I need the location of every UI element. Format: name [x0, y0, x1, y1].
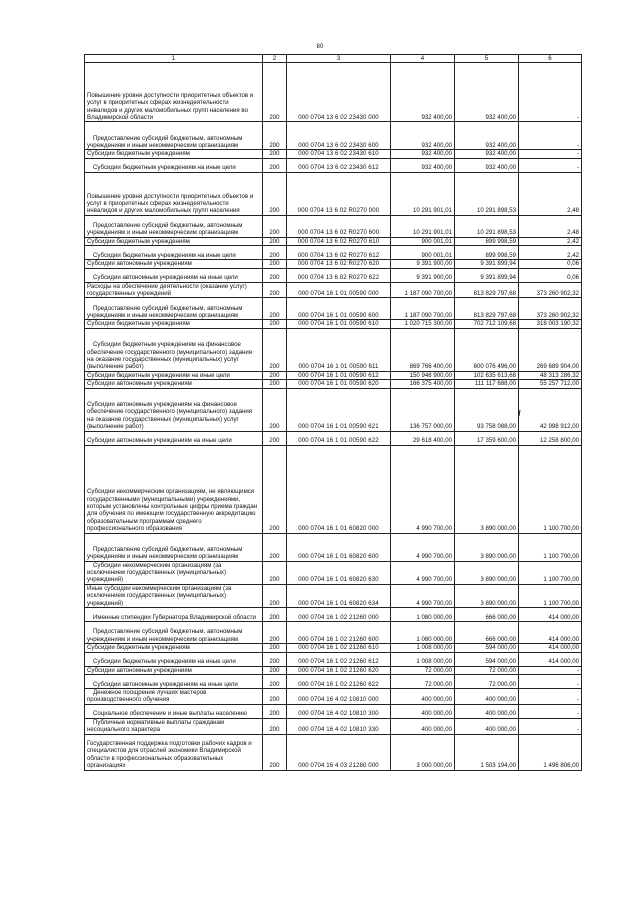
row-planned-cell: 932 400,00 — [391, 150, 455, 158]
row-name-cell: Субсидии бюджетным учреждениям — [85, 320, 263, 328]
row-name-cell: Повышение уровня доступности приоритетных объектов и услуг в приоритетных сферах жизнедеятельности инвалидов и других маломобильных групп населения во Владимирской области — [85, 63, 263, 122]
row-org-cell: 200 — [263, 282, 287, 298]
table-row — [85, 688, 582, 704]
table-row — [85, 122, 582, 150]
row-executed-cell: 3 890 000,00 — [455, 445, 519, 533]
row-executed-cell: 72 000,00 — [455, 666, 519, 674]
row-name-cell: Денежное поощрение лучших мастеров производственного обучения — [85, 688, 263, 704]
row-name-cell: Субсидии бюджетным учреждениям — [85, 644, 263, 652]
row-code-cell: 000 0704 16 1 01 60820 600 — [287, 533, 391, 561]
row-remainder-cell: 2,48 — [519, 172, 582, 215]
row-name-cell: Субсидии бюджетным учреждениям — [85, 150, 263, 158]
row-org-cell: 200 — [263, 561, 287, 584]
row-code-cell: 000 0704 16 4 03 21280 000 — [287, 734, 391, 770]
row-name-cell: Субсидии автономным учреждениям на иные цели — [85, 431, 263, 445]
row-planned-cell: 869 766 400,00 — [391, 328, 455, 371]
table-row — [85, 63, 582, 122]
row-executed-cell: 702 712 109,68 — [455, 320, 519, 328]
table-row — [85, 388, 582, 431]
row-org-cell: 200 — [263, 431, 287, 445]
row-planned-cell: 1 187 090 700,00 — [391, 282, 455, 298]
column-header: 5 — [455, 55, 519, 63]
row-remainder-cell: 12 258 800,00 — [519, 431, 582, 445]
row-planned-cell: 72 000,00 — [391, 666, 455, 674]
row-code-cell: 000 0704 16 1 01 60820 634 — [287, 584, 391, 607]
row-org-cell: 200 — [263, 328, 287, 371]
row-code-cell: 000 0704 13 6 02 23430 600 — [287, 122, 391, 150]
table-row — [85, 674, 582, 688]
column-header: 2 — [263, 55, 287, 63]
table-row — [85, 652, 582, 666]
table-row — [85, 533, 582, 561]
row-remainder-cell: - — [519, 674, 582, 688]
row-org-cell: 200 — [263, 380, 287, 388]
budget-execution-table — [84, 54, 582, 771]
row-executed-cell: 666 000,00 — [455, 608, 519, 622]
row-code-cell: 000 0704 13 6 02 R0270 612 — [287, 246, 391, 260]
row-code-cell: 000 0704 16 4 02 10810 000 — [287, 688, 391, 704]
row-planned-cell: 932 400,00 — [391, 122, 455, 150]
row-code-cell: 000 0704 16 1 01 60820 000 — [287, 445, 391, 533]
table-row — [85, 622, 582, 644]
row-remainder-cell: 42 998 912,00 — [519, 388, 582, 431]
column-header: 3 — [287, 55, 391, 63]
row-name-cell: Публичные нормативные выплаты гражданам несоциального характера — [85, 718, 263, 734]
row-remainder-cell: - — [519, 666, 582, 674]
row-remainder-cell: - — [519, 718, 582, 734]
row-name-cell: Субсидии автономным учреждениям на иные цели — [85, 268, 263, 282]
row-planned-cell: 9 391 900,00 — [391, 268, 455, 282]
row-planned-cell: 150 948 900,00 — [391, 371, 455, 379]
row-code-cell: 000 0704 13 6 02 R0270 000 — [287, 172, 391, 215]
row-code-cell: 000 0704 16 4 02 10810 300 — [287, 704, 391, 718]
table-row — [85, 328, 582, 371]
row-remainder-cell: 414 000,00 — [519, 652, 582, 666]
row-remainder-cell: 414 000,00 — [519, 644, 582, 652]
row-executed-cell: 10 291 898,53 — [455, 172, 519, 215]
row-executed-cell: 1 503 194,00 — [455, 734, 519, 770]
row-remainder-cell: 414 000,00 — [519, 622, 582, 644]
row-executed-cell: 932 400,00 — [455, 63, 519, 122]
row-remainder-cell: 48 313 286,32 — [519, 371, 582, 379]
row-remainder-cell: 2,42 — [519, 237, 582, 245]
row-name-cell: Субсидии бюджетным учреждениям — [85, 237, 263, 245]
table-row — [85, 320, 582, 328]
row-remainder-cell: 373 260 902,32 — [519, 298, 582, 320]
row-name-cell: Субсидии автономным учреждениям — [85, 380, 263, 388]
row-code-cell: 000 0704 16 1 01 00590 611 — [287, 328, 391, 371]
row-code-cell: 000 0704 16 1 02 21260 610 — [287, 644, 391, 652]
table-row — [85, 431, 582, 445]
row-org-cell: 200 — [263, 268, 287, 282]
row-name-cell: Предоставление субсидий бюджетным, автономным учреждениям и иным некоммерческим организациям — [85, 622, 263, 644]
row-code-cell: 000 0704 13 6 02 R0270 622 — [287, 268, 391, 282]
row-org-cell: 200 — [263, 237, 287, 245]
table-row — [85, 268, 582, 282]
row-planned-cell: 72 000,00 — [391, 674, 455, 688]
row-remainder-cell: 1 100 700,00 — [519, 561, 582, 584]
table-row — [85, 718, 582, 734]
table-row — [85, 237, 582, 245]
row-org-cell: 200 — [263, 122, 287, 150]
table-row — [85, 246, 582, 260]
row-executed-cell: 93 758 088,00 — [455, 388, 519, 431]
row-planned-cell: 1 008 000,00 — [391, 652, 455, 666]
row-name-cell: Субсидии некоммерческим организациям, не являющимся государственными (муниципальными) учреждениями, которым установлены контрольные цифры приема граждан для обучения по имеющим государственную аккредитацию образовательным программам среднего профессионального образования — [85, 445, 263, 533]
table-row — [85, 282, 582, 298]
row-name-cell: Субсидии бюджетным учреждениям на иные цели — [85, 371, 263, 379]
page-number: 80 — [316, 44, 324, 50]
row-executed-cell: 111 117 688,00 — [455, 380, 519, 388]
row-name-cell: Субсидии бюджетным учреждениям на иные цели — [85, 652, 263, 666]
table-row — [85, 666, 582, 674]
row-executed-cell: 400 000,00 — [455, 704, 519, 718]
row-org-cell: 200 — [263, 734, 287, 770]
row-org-cell: 200 — [263, 388, 287, 431]
row-org-cell: 200 — [263, 666, 287, 674]
row-remainder-cell: - — [519, 688, 582, 704]
row-executed-cell: 899 998,59 — [455, 246, 519, 260]
row-name-cell: Субсидии бюджетным учреждениям на иные цели — [85, 158, 263, 172]
table-row — [85, 172, 582, 215]
row-planned-cell: 9 391 900,00 — [391, 260, 455, 268]
table-row — [85, 298, 582, 320]
row-name-cell: Субсидии автономным учреждениям на иные цели — [85, 674, 263, 688]
row-code-cell: 000 0704 16 1 01 60820 630 — [287, 561, 391, 584]
row-name-cell: Субсидии автономным учреждениям на финансовое обеспечение государственного (муниципального) задания на оказание государственных (муниципальных) услуг (выполнение работ) — [85, 388, 263, 431]
row-name-cell: Предоставление субсидий бюджетным, автономным учреждениям и иным некоммерческим организациям — [85, 533, 263, 561]
row-remainder-cell: - — [519, 63, 582, 122]
row-name-cell: Предоставление субсидий бюджетным, автономным учреждениям и иным некоммерческим организациям — [85, 298, 263, 320]
row-remainder-cell: 55 257 712,00 — [519, 380, 582, 388]
row-code-cell: 000 0704 16 1 01 00590 610 — [287, 320, 391, 328]
row-planned-cell: 29 618 400,00 — [391, 431, 455, 445]
table-row — [85, 150, 582, 158]
row-executed-cell: 17 359 600,00 — [455, 431, 519, 445]
row-remainder-cell: - — [519, 158, 582, 172]
row-executed-cell: 72 000,00 — [455, 674, 519, 688]
row-code-cell: 000 0704 16 1 02 21260 620 — [287, 666, 391, 674]
column-header: 1 — [85, 55, 263, 63]
row-code-cell: 000 0704 13 6 02 R0270 600 — [287, 215, 391, 237]
row-name-cell: Предоставление субсидий бюджетным, автономным учреждениям и иным некоммерческим организациям — [85, 215, 263, 237]
row-executed-cell: 666 000,00 — [455, 622, 519, 644]
row-remainder-cell: - — [519, 150, 582, 158]
row-org-cell: 200 — [263, 150, 287, 158]
row-remainder-cell: 1 100 700,00 — [519, 584, 582, 607]
row-name-cell: Субсидии бюджетным учреждениям на иные цели — [85, 246, 263, 260]
row-name-cell: Субсидии бюджетным учреждениям на финансовое обеспечение государственного (муниципального) задания на оказание государственных (муниципальных) услуг (выполнение работ) — [85, 328, 263, 371]
table-row — [85, 734, 582, 770]
table-row — [85, 215, 582, 237]
row-code-cell: 000 0704 13 6 02 R0270 610 — [287, 237, 391, 245]
row-remainder-cell: - — [519, 704, 582, 718]
row-planned-cell: 166 375 400,00 — [391, 380, 455, 388]
row-executed-cell: 10 291 898,53 — [455, 215, 519, 237]
row-planned-cell: 932 400,00 — [391, 63, 455, 122]
row-code-cell: 000 0704 16 1 01 00590 000 — [287, 282, 391, 298]
table-row — [85, 371, 582, 379]
row-remainder-cell: 2,48 — [519, 215, 582, 237]
row-planned-cell: 1 187 090 700,00 — [391, 298, 455, 320]
row-planned-cell: 4 990 700,00 — [391, 445, 455, 533]
table-row — [85, 380, 582, 388]
table-row — [85, 644, 582, 652]
row-remainder-cell: 0,06 — [519, 268, 582, 282]
row-executed-cell: 932 400,00 — [455, 158, 519, 172]
row-planned-cell: 1 008 000,00 — [391, 644, 455, 652]
row-org-cell: 200 — [263, 704, 287, 718]
row-executed-cell: 102 635 613,68 — [455, 371, 519, 379]
row-remainder-cell: 1 100 700,00 — [519, 445, 582, 533]
row-remainder-cell: 269 689 904,00 — [519, 328, 582, 371]
row-executed-cell: 400 000,00 — [455, 688, 519, 704]
row-code-cell: 000 0704 13 6 02 23430 612 — [287, 158, 391, 172]
row-remainder-cell: 414 000,00 — [519, 608, 582, 622]
row-code-cell: 000 0704 16 1 02 21260 000 — [287, 608, 391, 622]
row-planned-cell: 4 990 700,00 — [391, 561, 455, 584]
row-code-cell: 000 0704 16 1 02 21260 622 — [287, 674, 391, 688]
row-remainder-cell: 0,06 — [519, 260, 582, 268]
row-remainder-cell: 1 100 700,00 — [519, 533, 582, 561]
row-executed-cell: 932 400,00 — [455, 150, 519, 158]
row-executed-cell: 600 076 496,00 — [455, 328, 519, 371]
row-planned-cell: 1 020 715 300,00 — [391, 320, 455, 328]
row-org-cell: 200 — [263, 644, 287, 652]
row-code-cell: 000 0704 16 1 01 00590 622 — [287, 431, 391, 445]
row-remainder-cell: 373 260 902,32 — [519, 282, 582, 298]
row-remainder-cell: - — [519, 122, 582, 150]
row-org-cell: 200 — [263, 622, 287, 644]
row-remainder-cell: 318 003 190,32 — [519, 320, 582, 328]
row-org-cell: 200 — [263, 246, 287, 260]
row-planned-cell: 900 001,01 — [391, 237, 455, 245]
row-org-cell: 200 — [263, 652, 287, 666]
row-remainder-cell: 1 496 806,00 — [519, 734, 582, 770]
row-org-cell: 200 — [263, 260, 287, 268]
row-planned-cell: 3 000 000,00 — [391, 734, 455, 770]
row-name-cell: Расходы на обеспечение деятельности (оказание услуг) государственных учреждений — [85, 282, 263, 298]
row-planned-cell: 4 990 700,00 — [391, 533, 455, 561]
row-org-cell: 200 — [263, 533, 287, 561]
row-executed-cell: 594 000,00 — [455, 652, 519, 666]
row-name-cell: Повышение уровня доступности приоритетных объектов и услуг в приоритетных сферах жизнедеятельности инвалидов и других маломобильных групп населения — [85, 172, 263, 215]
table-row — [85, 260, 582, 268]
row-name-cell: Государственная поддержка подготовки рабочих кадров и специалистов для отраслей экономики Владимирской области в профессиональных образовательных организациях — [85, 734, 263, 770]
row-planned-cell: 1 080 000,00 — [391, 608, 455, 622]
row-org-cell: 200 — [263, 445, 287, 533]
row-org-cell: 200 — [263, 320, 287, 328]
table-row — [85, 704, 582, 718]
row-executed-cell: 594 000,00 — [455, 644, 519, 652]
row-executed-cell: 9 391 899,94 — [455, 260, 519, 268]
row-executed-cell: 899 998,59 — [455, 237, 519, 245]
row-executed-cell: 400 000,00 — [455, 718, 519, 734]
row-org-cell: 200 — [263, 718, 287, 734]
row-org-cell: 200 — [263, 371, 287, 379]
row-planned-cell: 400 000,00 — [391, 718, 455, 734]
row-planned-cell: 900 001,01 — [391, 246, 455, 260]
row-org-cell: 200 — [263, 608, 287, 622]
table-header-row — [85, 55, 582, 63]
row-code-cell: 000 0704 13 6 02 23430 000 — [287, 63, 391, 122]
table-row — [85, 561, 582, 584]
row-name-cell: Иные субсидии некоммерческим организациям (за исключением государственных (муниципальных) учреждений) — [85, 584, 263, 607]
row-planned-cell: 400 000,00 — [391, 704, 455, 718]
row-name-cell: Предоставление субсидий бюджетным, автономным учреждениям и иным некоммерческим организациям — [85, 122, 263, 150]
row-planned-cell: 4 990 700,00 — [391, 584, 455, 607]
row-code-cell: 000 0704 16 1 02 21260 612 — [287, 652, 391, 666]
row-executed-cell: 813 829 797,68 — [455, 298, 519, 320]
row-name-cell: Субсидии автономным учреждениям — [85, 260, 263, 268]
row-org-cell: 200 — [263, 215, 287, 237]
row-code-cell: 000 0704 16 1 01 00590 612 — [287, 371, 391, 379]
row-org-cell: 200 — [263, 298, 287, 320]
row-planned-cell: 10 291 901,01 — [391, 172, 455, 215]
row-executed-cell: 3 890 000,00 — [455, 584, 519, 607]
row-planned-cell: 10 291 901,01 — [391, 215, 455, 237]
row-code-cell: 000 0704 16 1 01 00590 620 — [287, 380, 391, 388]
row-executed-cell: 932 400,00 — [455, 122, 519, 150]
row-remainder-cell: 2,42 — [519, 246, 582, 260]
row-planned-cell: 136 757 000,00 — [391, 388, 455, 431]
row-code-cell: 000 0704 16 4 02 10810 330 — [287, 718, 391, 734]
row-org-cell: 200 — [263, 63, 287, 122]
row-name-cell: Субсидии автономным учреждениям — [85, 666, 263, 674]
row-executed-cell: 3 890 000,00 — [455, 561, 519, 584]
row-code-cell: 000 0704 16 1 01 00590 600 — [287, 298, 391, 320]
row-name-cell: Именные стипендии Губернатора Владимирской области — [85, 608, 263, 622]
row-executed-cell: 9 391 899,94 — [455, 268, 519, 282]
row-planned-cell: 1 080 000,00 — [391, 622, 455, 644]
row-org-cell: 200 — [263, 584, 287, 607]
table-row — [85, 158, 582, 172]
row-org-cell: 200 — [263, 172, 287, 215]
table-row — [85, 584, 582, 607]
row-planned-cell: 932 400,00 — [391, 158, 455, 172]
row-org-cell: 200 — [263, 688, 287, 704]
row-code-cell: 000 0704 13 6 02 23430 610 — [287, 150, 391, 158]
row-org-cell: 200 — [263, 674, 287, 688]
row-code-cell: 000 0704 13 6 02 R0270 620 — [287, 260, 391, 268]
table-row — [85, 445, 582, 533]
column-header: 6 — [519, 55, 582, 63]
row-executed-cell: 813 829 797,68 — [455, 282, 519, 298]
row-executed-cell: 3 890 000,00 — [455, 533, 519, 561]
table-row — [85, 608, 582, 622]
row-code-cell: 000 0704 16 1 01 00590 621 — [287, 388, 391, 431]
row-name-cell: Субсидии некоммерческим организациям (за исключением государственных (муниципальных) учреждений) — [85, 561, 263, 584]
row-name-cell: Социальное обеспечение и иные выплаты населению — [85, 704, 263, 718]
row-planned-cell: 400 000,00 — [391, 688, 455, 704]
column-header: 4 — [391, 55, 455, 63]
row-org-cell: 200 — [263, 158, 287, 172]
row-code-cell: 000 0704 16 1 02 21260 600 — [287, 622, 391, 644]
